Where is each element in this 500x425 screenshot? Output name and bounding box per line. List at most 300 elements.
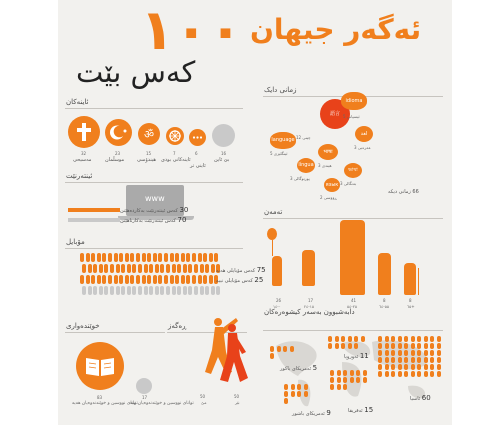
internet-line-users [120,206,188,214]
continent-person [411,357,415,363]
continent-person [398,364,402,370]
continent-person [430,371,434,377]
language-word: язык [325,182,339,188]
gender-value: 50 [234,394,240,399]
continent-person [404,357,408,363]
language-word: língua [298,162,314,168]
age-label: ٦٥+ [407,304,415,309]
language-label: ئیسپانی [346,114,360,119]
continent-person [363,377,367,383]
language-title: زمانی دایک [264,86,297,94]
continent-person [354,336,358,342]
education-title: خوێندەواری [66,322,100,330]
continent-person [385,343,389,349]
continent-person [304,391,308,397]
book-icon [76,342,124,390]
crowd-person [192,275,196,284]
continent-person [417,336,421,342]
crowd-person [99,264,103,273]
continent-person [385,357,389,363]
continent-person [363,370,367,376]
continent-person [335,336,339,342]
cane-icon [418,268,419,295]
religion-label: بێ ئاین [214,157,230,163]
language-label-other [388,189,419,195]
continent-person [284,384,288,390]
mobile-value: 75 [256,266,266,274]
continent-person [343,384,347,390]
continent-person [391,371,395,377]
continent-person [270,346,274,352]
continent-person [417,364,421,370]
distribution-label: ئەفریقا [348,408,363,414]
crowd-person [82,286,86,295]
continent-person [385,336,389,342]
crowd-person [186,253,190,262]
crowd-person [181,253,185,262]
language-label: چینی [302,135,311,140]
crowd-person [211,286,215,295]
crowd-person [102,275,106,284]
gender-value: 50 [200,394,206,399]
crowd-person [188,286,192,295]
crowd-person [86,253,90,262]
religion-circle-christian [68,116,100,148]
continent-person [291,384,295,390]
internet-line-nonusers [120,216,186,224]
crowd-person [132,286,136,295]
crowd-person [200,286,204,295]
language-value: 3 [290,176,293,181]
continent-person [417,357,421,363]
education-label: توانای نووسین و خوێندنەوەیان هەیە [72,401,138,406]
crowd-person [205,286,209,295]
continent-person [398,336,402,342]
continent-person [350,370,354,376]
religion-label: ئاینی تر [190,163,206,169]
language-label-spanish [343,114,360,119]
continent-person [430,357,434,363]
crowd-person [160,286,164,295]
figure-grid-south-america [284,384,310,406]
language-label: هیندی [321,163,332,168]
crowd-person [214,253,218,262]
crowd-person [194,264,198,273]
internet-bar-nonusers [68,218,120,222]
age-rule [263,218,443,219]
distribution-line-europe [344,352,369,360]
language-word: language [271,137,295,143]
continent-person [328,343,332,349]
continent-person [404,343,408,349]
balloon-string [272,240,273,256]
language-label: زمانی دیکە [388,189,411,195]
distribution-value: 15 [364,406,374,414]
crowd-person [125,253,129,262]
distribution-title: دابەشبوون بەسەر کیشوەرەکان [264,308,355,316]
continent-person [437,343,441,349]
continent-person [378,357,382,363]
ellipsis-icon [189,129,206,146]
continent-person [337,384,341,390]
education-value: 17 [142,395,148,400]
continent-person [404,336,408,342]
continent-person [277,346,281,352]
education-label: توانای نووسین و خوێندنەوەیان نییە [130,401,194,406]
distribution-line-asia [410,394,431,402]
crowd-person [149,264,153,273]
distribution-value: 9 [326,409,331,417]
crowd-person [158,253,162,262]
crowd-person [172,264,176,273]
continent-person [378,336,382,342]
crowd-person [209,275,213,284]
language-label: پورتوگالی [293,176,310,181]
age-label: ٥٥-٦٤ [379,304,390,309]
language-label-english [270,151,287,156]
language-bubble-hindi [318,144,338,160]
crowd-person [119,253,123,262]
infographic-poster [58,0,452,425]
crowd-person [104,286,108,295]
crowd-person [97,253,101,262]
language-label-portuguese [290,176,310,181]
continent-person [330,384,334,390]
religion-value: 32 [81,151,87,156]
mobile-title: مۆبایل [66,238,85,246]
continent-person [391,336,395,342]
crowd-person [88,264,92,273]
crowd-person [97,275,101,284]
crowd-person [91,253,95,262]
crowd-person [127,264,131,273]
crowd-person [216,286,220,295]
continent-person [411,364,415,370]
continent-person [398,343,402,349]
crowd-person [110,286,114,295]
crowd-person [130,275,134,284]
crowd-person [200,264,204,273]
crowd-person [144,286,148,295]
continent-person [424,371,428,377]
figure-grid-africa [330,370,370,402]
language-label: ڕووسی [323,195,337,200]
crowd-person [127,286,131,295]
language-value: 12 [296,135,302,140]
continent-person [391,343,395,349]
person-elderly [404,263,416,295]
language-word: 語言 [329,111,340,117]
education-rule [65,332,165,333]
crowd-person [110,264,114,273]
crowd-person [108,253,112,262]
distribution-value: 5 [312,364,318,372]
crowd-person [155,286,159,295]
crowd-person [147,275,151,284]
continent-person [378,343,382,349]
crowd-person [186,275,190,284]
continent-person [341,336,345,342]
crowd-person [99,286,103,295]
continent-person [337,377,341,383]
crowd-person [166,264,170,273]
distribution-value: 11 [359,352,369,360]
continent-person [411,371,415,377]
crowd-person [108,275,112,284]
continent-person [385,350,389,356]
religion-label: موسڵمان [105,157,125,163]
continent-person [356,370,360,376]
crowd-person [138,264,142,273]
crowd-person [175,275,179,284]
continent-person [378,371,382,377]
continent-person [417,343,421,349]
continent-person [290,346,294,352]
continent-person [348,336,352,342]
age-value: 17 [308,298,314,303]
internet-label: کەس ئینتەرنێت بەکارناهێنن [120,218,176,224]
age-label: ١٥-٢٤ [304,304,315,309]
religion-value: 23 [115,151,121,156]
crowd-person [164,275,168,284]
language-label-russian [320,195,337,200]
mobile-rule [65,248,243,249]
cross-icon [68,116,100,148]
language-value: 3 [340,181,343,186]
age-title: تەمەن [264,208,283,216]
header-hundred: ١٠٠ [140,0,243,63]
continent-person [354,343,358,349]
religion-circle-none [212,124,235,147]
continent-person [430,336,434,342]
crowd-person [164,253,168,262]
age-value: 8 [409,298,412,303]
continent-person [337,370,341,376]
distribution-line-samerica [292,409,331,417]
person-middle-aged [378,253,391,295]
distribution-label: ئەوروپا [344,354,359,360]
language-label-hindi [318,163,332,168]
crowd-person [153,253,157,262]
continent-person [330,377,334,383]
crowd-person [170,253,174,262]
language-label: عەرەبی [357,145,371,150]
crowd-person [181,275,185,284]
distribution-line-africa [348,406,373,414]
religion-label: مەسیحی [73,157,92,163]
continent-person [424,350,428,356]
crowd-person [88,286,92,295]
person-child [272,256,282,286]
continent-person [378,350,382,356]
dharma-wheel-icon [166,127,184,145]
language-label-bengali [340,181,356,186]
crowd-person [183,286,187,295]
continent-person [437,336,441,342]
mobile-value: 25 [254,276,264,284]
crowd-person [194,286,198,295]
continent-person [398,357,402,363]
figure-grid-north-america [270,346,296,360]
religion-title: ئاینەکان [66,98,89,106]
crowd-person [138,286,142,295]
continent-person [437,371,441,377]
language-bubble-bengali [344,163,362,178]
continent-person [424,364,428,370]
age-label: ٠-١٤ [273,304,281,309]
distribution-label: ئەمریکای باشور [292,411,325,417]
continent-person [404,350,408,356]
crescent-icon [105,119,132,146]
continent-person [411,343,415,349]
continent-person [335,343,339,349]
continent-person [341,343,345,349]
continent-person [356,377,360,383]
internet-title: ئینتەرنێت [66,172,93,180]
language-bubble-spanish [341,92,367,110]
crowd-person [172,286,176,295]
crowd-person [209,253,213,262]
crowd-person [132,264,136,273]
language-value: 3 [354,145,357,150]
continent-person [284,398,288,404]
language-label: بەنگالی [343,181,357,186]
education-value: 83 [97,395,103,400]
continent-person [411,350,415,356]
om-icon [138,123,160,145]
crowd-person [203,275,207,284]
internet-value: 30 [179,206,189,214]
continent-person [437,357,441,363]
language-label-chinese [296,135,311,140]
crowd-person [116,286,120,295]
continent-person [350,377,354,383]
continent-person [404,364,408,370]
distribution-label: ئەمریکای باکور [280,366,311,372]
language-bubble-arabic [355,126,373,142]
crowd-person [211,264,215,273]
crowd-person [121,264,125,273]
crowd-person [104,264,108,273]
crowd-person [93,264,97,273]
language-bubble-portuguese [297,158,315,173]
continent-person [424,357,428,363]
continent-person [361,336,365,342]
crowd-person [175,253,179,262]
crowd-person [80,253,84,262]
age-value: 8 [383,298,386,303]
crowd-person [188,264,192,273]
laptop-www: www [145,194,165,203]
continent-person [343,377,347,383]
crowd-person [114,275,118,284]
continent-person [437,364,441,370]
crowd-person [142,275,146,284]
crowd-person [177,286,181,295]
svg-text:ॐ: ॐ [143,128,155,141]
language-value: 66 [412,189,419,195]
continent-person [385,371,389,377]
distribution-value: 60 [421,394,431,402]
continent-person [304,384,308,390]
language-word: भाषा [323,149,333,155]
language-bubble-english [270,132,296,149]
crowd-person [114,253,118,262]
crowd-person [153,275,157,284]
language-label-arabic [354,145,371,150]
crowd-person [205,264,209,273]
continent-person [437,350,441,356]
crowd-person [198,275,202,284]
crowd-person [203,253,207,262]
continent-person [328,336,332,342]
continent-person [404,371,408,377]
religion-label: هیندۆسی [137,157,157,163]
crowd-person [192,253,196,262]
person-youth [302,250,315,286]
continent-person [297,391,301,397]
religion-circle-buddhist [166,127,184,145]
continent-person [424,336,428,342]
distribution-rule [263,330,443,331]
language-value: 2 [320,195,323,200]
crowd-person [119,275,123,284]
education-illiterate-circle [136,378,152,394]
continent-person [430,350,434,356]
language-bubble-russian [324,178,340,192]
crowd-person [147,253,151,262]
dancers-icon [196,312,256,400]
crowd-person [130,253,134,262]
continent-person [291,391,295,397]
continent-person [284,391,288,397]
religion-value: 6 [195,151,198,156]
crowd-person [149,286,153,295]
religion-circle-hindu [138,123,160,145]
gender-title: ڕەگەز [168,322,187,330]
header-subtitle: کەس بێت [76,55,196,89]
continent-person [348,343,352,349]
religion-label: ئاینەکانی بودی [161,157,191,163]
continent-person [270,353,274,359]
gender-label: مێ [201,400,207,405]
distribution-label: ئاسیا [410,396,421,402]
crowd-person [142,253,146,262]
gender-label: نێر [235,400,240,405]
crowd-person [136,253,140,262]
religion-rule [65,108,243,109]
continent-person [398,371,402,377]
crowd-person [82,264,86,273]
language-word: ভাষা [348,167,358,173]
internet-label: کەس ئینتەرنێت بەکاردەهێنن [120,208,178,214]
continent-person [378,364,382,370]
religion-value: 7 [173,151,176,156]
continent-person [391,350,395,356]
language-word: idioma [345,98,363,104]
internet-rule [65,182,243,183]
religion-value: 15 [146,151,152,156]
continent-person [330,370,334,376]
continent-person [391,364,395,370]
crowd-person [91,275,95,284]
continent-person [417,371,421,377]
crowd-person [125,275,129,284]
continent-person [430,364,434,370]
crowd-person [166,286,170,295]
crowd-person [102,253,106,262]
crowd-person [121,286,125,295]
